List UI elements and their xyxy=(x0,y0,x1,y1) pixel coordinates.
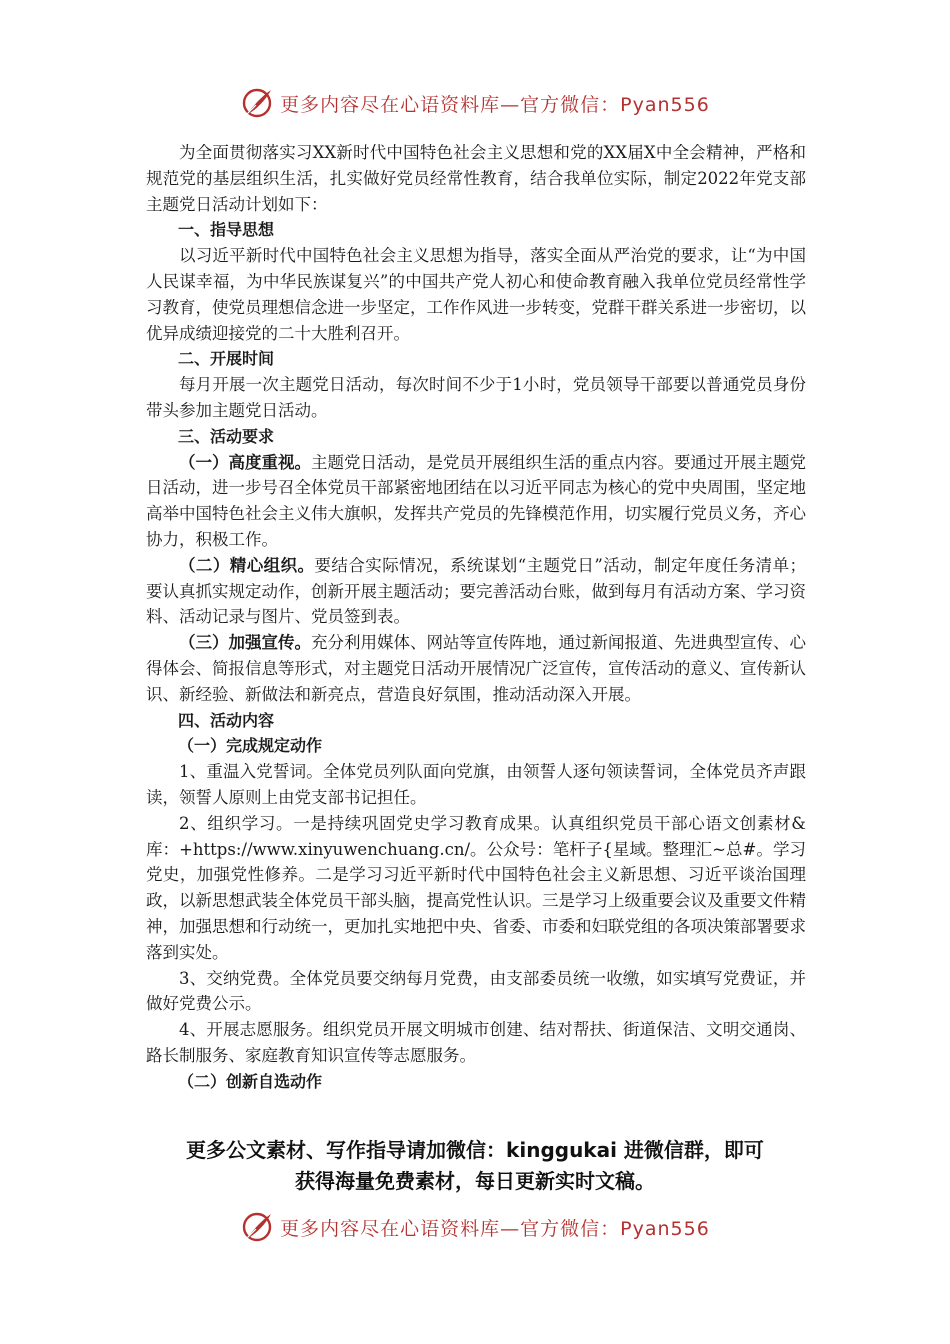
paragraph-requirement-2: （二）精心组织。要结合实际情况，系统谋划“主题党日”活动，制定年度任务清单；要认真抓实规定动作，创新开展主题活动；要完善活动台账，做到每月有活动方案、学习资料、活动记录与图片、党员签到表。 xyxy=(146,555,807,627)
list-item: 4、开展志愿服务。组织党员开展文明城市创建、结对帮扶、街道保洁、文明交通岗、路长制服务、家庭教育知识宣传等志愿服务。 xyxy=(146,1020,806,1065)
sub-heading-optional-actions: （二）创新自选动作 xyxy=(178,1071,323,1091)
header-banner-text: 更多内容尽在心语资料库—官方微信：Pyan556 xyxy=(280,93,710,116)
promo-notice xyxy=(120,1135,830,1197)
intro-paragraph: 为全面贯彻落实习XX新时代中国特色社会主义思想和党的XX届X中全会精神，严格和规范党的基层组织生活，扎实做好党员经常性教育，结合我单位实际，制定2022年党支部主题党日活动计划如下： xyxy=(146,143,806,214)
list-item: 3、交纳党费。全体党员要交纳每月党费，由支部委员统一收缴，如实填写党费证，并做好党费公示。 xyxy=(146,968,806,1014)
section-heading-requirements: 三、活动要求 xyxy=(178,426,275,446)
promo-line-1: 更多公文素材、写作指导请加微信：kinggukai 进微信群，即可 xyxy=(186,1138,764,1162)
quill-logo-icon xyxy=(240,1210,274,1244)
paragraph-requirement-3: （三）加强宣传。充分利用媒体、网站等宣传阵地，通过新闻报道、先进典型宣传、心得体会、简报信息等形式，对主题党日活动开展情况广泛宣传，宣传活动的意义、宣传新认识、新经验、新做法和新亮点，营造良好氛围，推动活动深入开展。 xyxy=(146,633,806,704)
quill-logo-icon xyxy=(240,86,274,120)
list-item: 2、组织学习。一是持续巩固党史学习教育成果。认真组织党员干部心语文创素材&库：+https://www.xinyuwenchuang.cn/。公众号：笔杆子{星域。整理汇~总#。学习党史，加强党性修养。二是学习习近平新时代中国特色社会主义新思想、习近平谈治国理政，以新思想武装全体党员干部头脑，提高党性认识。三是学习上级重要会议及重要文件精神，加强思想和行动统一，更加扎实地把中央、省委、市委和妇联党组的各项决策部署要求落到实处。 xyxy=(146,813,806,962)
promo-line-2: 获得海量免费素材，每日更新实时文稿。 xyxy=(295,1169,655,1193)
section-heading-schedule: 二、开展时间 xyxy=(178,349,275,369)
footer-banner xyxy=(0,1210,950,1244)
sub-heading-required-actions: （一）完成规定动作 xyxy=(178,736,323,756)
paragraph-guiding-thought: 以习近平新时代中国特色社会主义思想为指导，落实全面从严治党的要求，让“为中国人民谋幸福，为中华民族谋复兴”的中国共产党人初心和使命教育融入我单位党员经常性学习教育，使党员理想信念进一步坚定，工作作风进一步转变，党群干群关系进一步密切，以优异成绩迎接党的二十大胜利召开。 xyxy=(146,246,806,343)
footer-banner-text: 更多内容尽在心语资料库—官方微信：Pyan556 xyxy=(280,1217,710,1240)
section-heading-content: 四、活动内容 xyxy=(178,710,275,730)
paragraph-requirement-1: （一）高度重视。主题党日活动，是党员开展组织生活的重点内容。要通过开展主题党日活动，进一步号召全体党员干部紧密地团结在以习近平同志为核心的党中央周围，坚定地高举中国特色社会主义伟大旗帜，发挥共产党员的先锋模范作用，切实履行党员义务，齐心协力，积极工作。 xyxy=(146,452,806,549)
list-item: 1、重温入党誓词。全体党员列队面向党旗，由领誓人逐句领读誓词，全体党员齐声跟读，领誓人原则上由党支部书记担任。 xyxy=(146,762,806,807)
paragraph-schedule: 每月开展一次主题党日活动，每次时间不少于1小时，党员领导干部要以普通党员身份带头参加主题党日活动。 xyxy=(146,375,806,420)
document-body xyxy=(146,140,806,1094)
header-banner xyxy=(0,86,950,120)
section-heading-guiding-thought: 一、指导思想 xyxy=(178,220,275,240)
